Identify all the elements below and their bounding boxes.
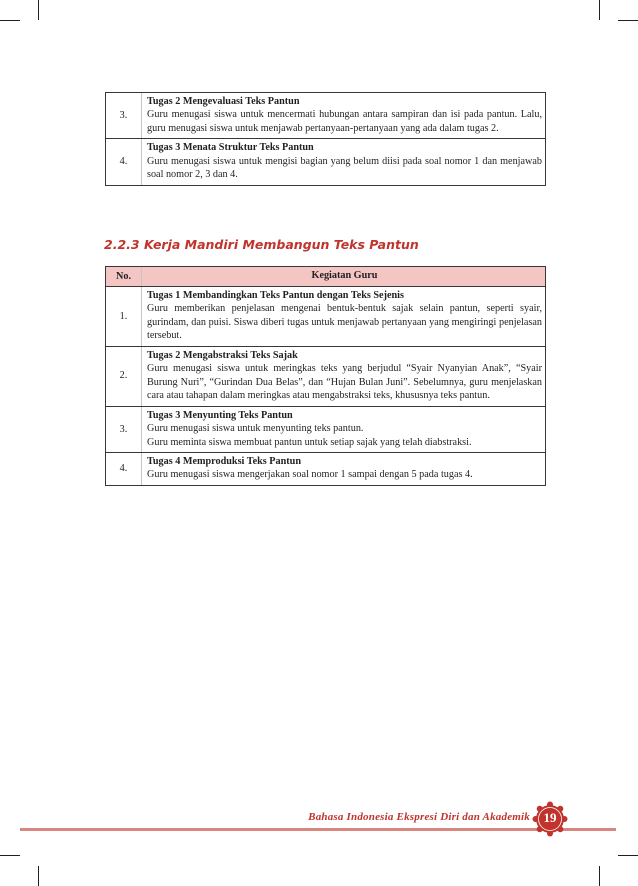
table-row — [106, 346, 546, 406]
table-row — [106, 287, 546, 347]
column-header-activity: Kegiatan Guru — [142, 267, 546, 287]
task-title: Tugas 4 Memproduksi Teks Pantun — [147, 455, 302, 467]
activity-cell — [142, 93, 546, 139]
row-number: 4. — [106, 139, 142, 185]
task-title: Tugas 2 Mengabstraksi Teks Sajak — [147, 349, 298, 361]
task-description: Guru menugasi siswa untuk meringkas teks yang berjudul “Syair Nyanyian Anak”, “Syair Burung Nuri”, “Gurindan Dua Belas”, dan “Hujan Bulan Juni”. Sebelumnya, guru menjelaskan cara atau tahapan dalam meringkas atau mengabstraksi teks, khususnya teks pantun. — [147, 363, 542, 402]
task-description: Guru memberikan penjelasan mengenai bentuk-bentuk sajak selain pantun, seperti syair, gurindam, dan puisi. Siswa diberi tugas untuk menjawab pertanyaan yang mengiringi penjelasan tersebut. — [147, 303, 542, 342]
crop-mark — [38, 866, 39, 886]
crop-mark — [618, 855, 638, 856]
row-number: 4. — [106, 452, 142, 485]
task-title: Tugas 1 Membandingkan Teks Pantun dengan Teks Sejenis — [147, 290, 404, 301]
table-header-row — [106, 267, 546, 287]
task-title: Tugas 3 Menata Struktur Teks Pantun — [147, 142, 314, 154]
crop-mark — [38, 0, 39, 20]
task-description: Guru menugasi siswa untuk mencermati hubungan antara sampiran dan isi pada pantun. Lalu, guru menugasi siswa untuk menjawab pertanyaan-pertanyaan yang ada dalam tugas 2. — [147, 109, 542, 134]
task-description: Guru menugasi siswa mengerjakan soal nomor 1 sampai dengan 5 pada tugas 4. — [147, 469, 473, 481]
activity-cell — [142, 139, 546, 185]
task-description: Guru menugasi siswa untuk menyunting teks pantun. — [147, 423, 364, 435]
table-row — [106, 139, 546, 185]
row-number: 2. — [106, 346, 142, 406]
row-number: 1. — [106, 287, 142, 347]
crop-mark — [599, 0, 600, 20]
activity-table — [105, 266, 546, 486]
table-row — [106, 93, 546, 139]
table-row — [106, 452, 546, 485]
crop-mark — [618, 20, 638, 21]
footer-book-title: Bahasa Indonesia Ekspresi Diri dan Akademik — [308, 811, 530, 823]
activity-cell — [142, 452, 546, 485]
task-description: Guru menugasi siswa untuk mengisi bagian yang belum diisi pada soal nomor 1 dan menjawab soal nomor 2, 3 dan 4. — [147, 155, 542, 181]
task-title: Tugas 3 Menyunting Teks Pantun — [147, 409, 293, 421]
activity-cell — [142, 287, 546, 347]
crop-mark — [0, 20, 20, 21]
section-heading: 2.2.3 Kerja Mandiri Membangun Teks Pantun — [104, 237, 419, 252]
table-row — [106, 406, 546, 452]
page-number: 19 — [543, 810, 557, 825]
crop-mark — [0, 855, 20, 856]
footer-rule — [20, 828, 616, 831]
task-title: Tugas 2 Mengevaluasi Teks Pantun — [147, 96, 300, 107]
activity-cell — [142, 346, 546, 406]
task-description: Guru meminta siswa membuat pantun untuk setiap sajak yang telah diabstraksi. — [147, 436, 472, 448]
row-number: 3. — [106, 93, 142, 139]
activity-table-continued — [105, 92, 546, 186]
activity-cell — [142, 406, 546, 452]
row-number: 3. — [106, 406, 142, 452]
column-header-no: No. — [106, 267, 142, 287]
crop-mark — [599, 866, 600, 886]
